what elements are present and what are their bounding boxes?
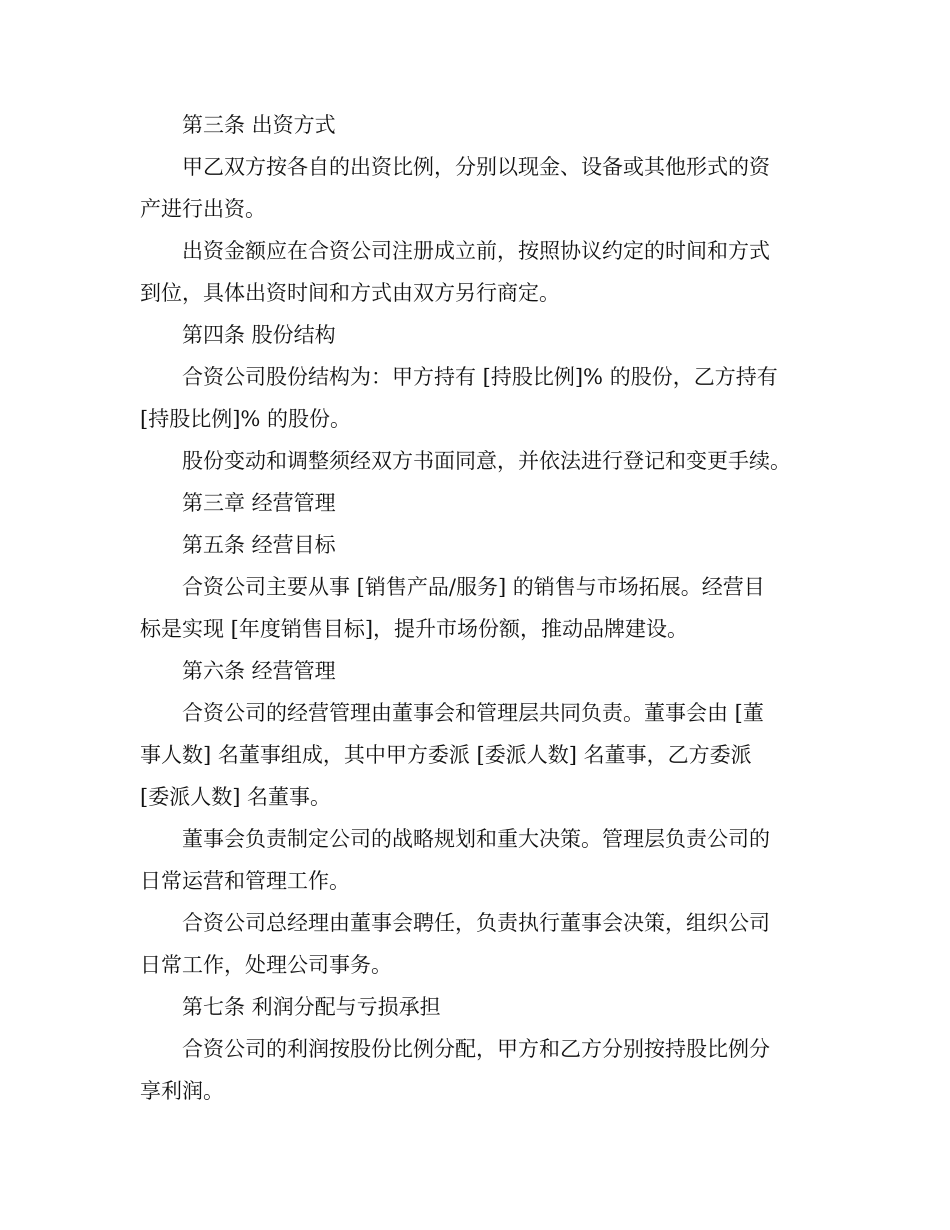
paragraph-line: 合资公司的经营管理由董事会和管理层共同负责。董事会由 [董: [182, 701, 764, 725]
article-heading: 第六条 经营管理: [182, 659, 336, 683]
paragraph-line: 标是实现 [年度销售目标]，提升市场份额，推动品牌建设。: [140, 617, 689, 641]
chapter-heading: 第三章 经营管理: [182, 491, 336, 515]
paragraph-line: 股份变动和调整须经双方书面同意，并依法进行登记和变更手续。: [182, 449, 791, 473]
document-body: [140, 104, 840, 1112]
paragraph-line: 合资公司总经理由董事会聘任，负责执行董事会决策，组织公司: [182, 911, 770, 935]
paragraph-line: 日常工作，处理公司事务。: [140, 953, 392, 977]
paragraph-line: [委派人数] 名董事。: [140, 785, 332, 809]
paragraph-line: 出资金额应在合资公司注册成立前，按照协议约定的时间和方式: [182, 239, 770, 263]
article-heading: 第四条 股份结构: [182, 323, 336, 347]
article-heading: 第五条 经营目标: [182, 533, 336, 557]
article-heading: 第三条 出资方式: [182, 113, 336, 137]
paragraph-line: [持股比例]% 的股份。: [140, 407, 352, 431]
paragraph-line: 产进行出资。: [140, 197, 266, 221]
paragraph-line: 事人数] 名董事组成，其中甲方委派 [委派人数] 名董事，乙方委派: [140, 743, 752, 767]
paragraph-line: 合资公司股份结构为：甲方持有 [持股比例]% 的股份，乙方持有: [182, 365, 778, 389]
paragraph-line: 享利润。: [140, 1079, 224, 1103]
paragraph-line: 董事会负责制定公司的战略规划和重大决策。管理层负责公司的: [182, 827, 770, 851]
paragraph-line: 甲乙双方按各自的出资比例，分别以现金、设备或其他形式的资: [182, 155, 770, 179]
paragraph-line: 日常运营和管理工作。: [140, 869, 350, 893]
paragraph-line: 合资公司的利润按股份比例分配，甲方和乙方分别按持股比例分: [182, 1037, 770, 1061]
article-heading: 第七条 利润分配与亏损承担: [182, 995, 441, 1019]
paragraph-line: 合资公司主要从事 [销售产品/服务] 的销售与市场拓展。经营目: [182, 575, 765, 599]
paragraph-line: 到位，具体出资时间和方式由双方另行商定。: [140, 281, 560, 305]
